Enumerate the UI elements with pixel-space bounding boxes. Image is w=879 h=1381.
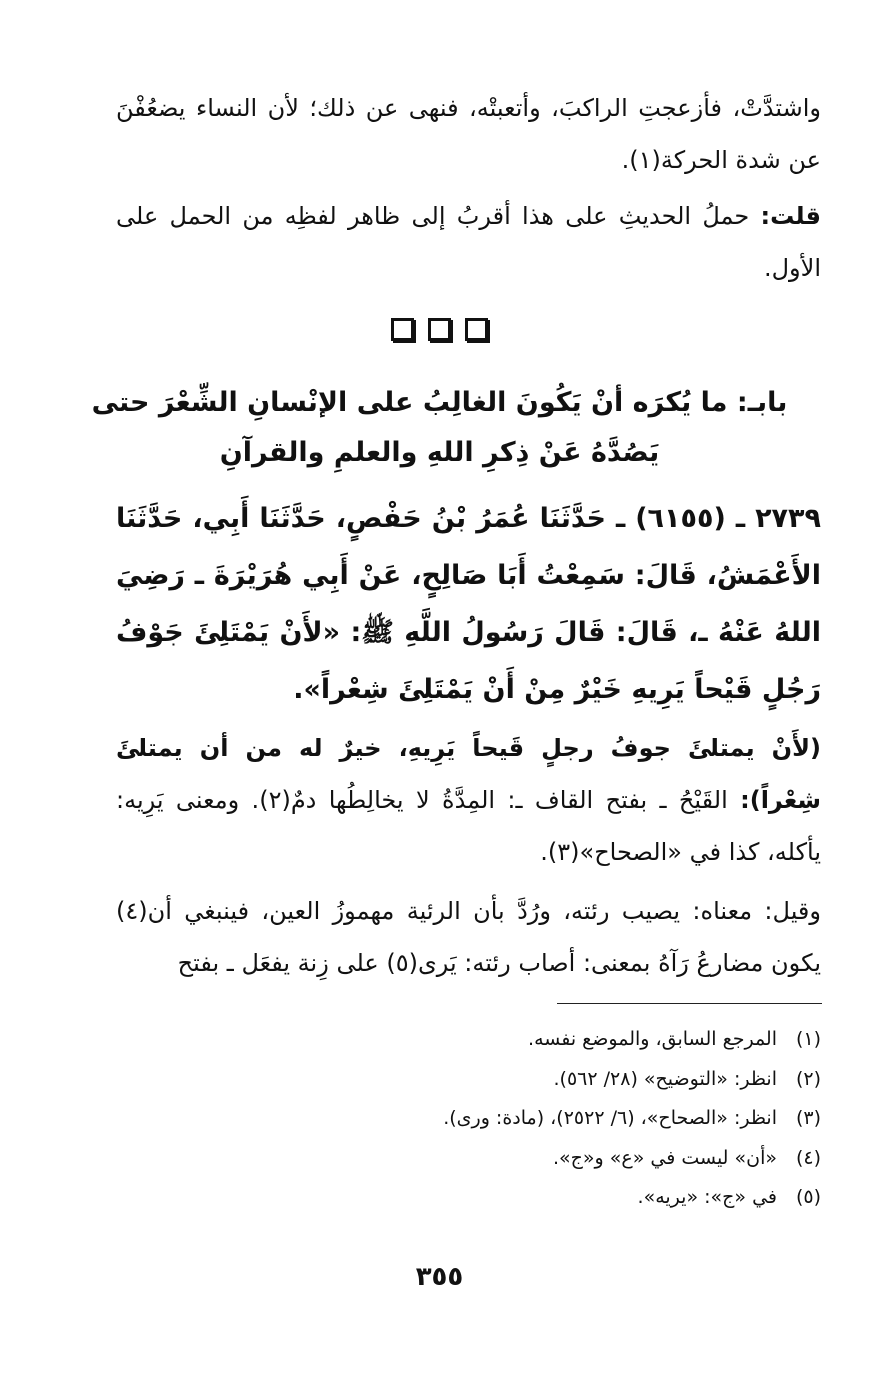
footnote-4 (116, 1139, 821, 1179)
intro-paragraph-2 (116, 190, 821, 294)
chapter-title-line-1: بابـ: ما يُكرَه أنْ يَكُونَ الغالِبُ على الإنْسانِ الشِّعْرَ حتى (91, 387, 788, 418)
footnote-text: انظر: «الصحاح»، (٦/ ٢٥٢٢)، (مادة: ورى). (443, 1107, 777, 1129)
hadith-body: ٢٧٣٩ ـ (٦١٥٥) ـ حَدَّثَنَا عُمَرُ بْنُ حَفْصٍ، حَدَّثَنَا أَبِي، حَدَّثَنَا الأَعْمَشُ، قَالَ: سَمِعْتُ أَبَا صَالِحٍ، عَنْ أَبِي هُرَيْرَةَ ـ رَضِيَ اللهُ عَنْهُ ـ، قَالَ: قَالَ رَسُولُ اللَّهِ ﷺ: «لأَنْ يَمْتَلِئَ جَوْفُ رَجُلٍ قَيْحاً يَرِيهِ خَيْرٌ مِنْ أَنْ يَمْتَلِئَ شِعْراً». (116, 503, 821, 705)
separator-box-icon (391, 318, 414, 341)
section-separator (0, 318, 879, 345)
footnote-5 (116, 1178, 821, 1218)
footnote-text: «أن» ليست في «ع» و«ج». (552, 1146, 777, 1169)
intro-text-1: واشتدَّتْ، فأزعجتِ الراكبَ، وأتعبتْه، فنهى عن ذلك؛ لأن النساء يضعُفْنَ عن شدة الحركة(١). (116, 94, 821, 174)
chapter-title (60, 378, 819, 478)
footnote-1 (116, 1020, 821, 1060)
chapter-title-line-2: يَصُدَّهُ عَنْ ذِكرِ اللهِ والعلمِ والقرآنِ (219, 437, 660, 468)
footnote-text: في «ج»: «يريه». (637, 1186, 777, 1208)
commentary-paragraph-1 (116, 722, 821, 878)
hadith-text (116, 490, 821, 718)
footnotes (116, 1020, 821, 1218)
commentary-text-1: القَيْحُ ـ بفتح القاف ـ: المِدَّةُ لا يخالِطُها دمٌ(٢). ومعنى يَرِيه: يأكله، كذا في «الصحاح»(٣). (116, 786, 821, 866)
intro-paragraph-1 (116, 82, 821, 186)
commentary-text-2: وقيل: معناه: يصيب رئته، ورُدَّ بأن الرئية مهموزُ العين، فينبغي أن(٤) يكون مضارعُ رَآهُ بمعنى: أصاب رئته: يَرى(٥) على زِنة يفعَل ـ بفتح (116, 897, 821, 977)
separator-box-icon (465, 318, 488, 341)
footnote-text: المرجع السابق، والموضع نفسه. (528, 1028, 777, 1050)
footnote-rule (557, 1003, 822, 1004)
footnote-3 (116, 1099, 821, 1139)
qultu-label: قلت: (760, 202, 821, 230)
page-number: ٣٥٥ (415, 1262, 464, 1292)
footnote-number: (٣) (795, 1107, 821, 1129)
commentary-paragraph-2 (116, 885, 821, 989)
footnote-2 (116, 1060, 821, 1100)
footnote-number: (٥) (795, 1186, 821, 1208)
footnote-number: (٤) (795, 1146, 821, 1169)
intro-text-2: حملُ الحديثِ على هذا أقربُ إلى ظاهر لفظِه من الحمل على الأول. (116, 202, 821, 282)
separator-box-icon (428, 318, 451, 341)
footnote-number: (٢) (795, 1067, 821, 1090)
footnote-number: (١) (795, 1028, 821, 1050)
commentary-lemma: (لأَنْ يمتلئَ جوفُ رجلٍ قَيحاً يَرِيهِ، خيرٌ له من أن يمتلئَ شِعْراً): (116, 734, 822, 814)
footnote-text: انظر: «التوضيح» (٢٨/ ٥٦٢). (553, 1067, 777, 1090)
